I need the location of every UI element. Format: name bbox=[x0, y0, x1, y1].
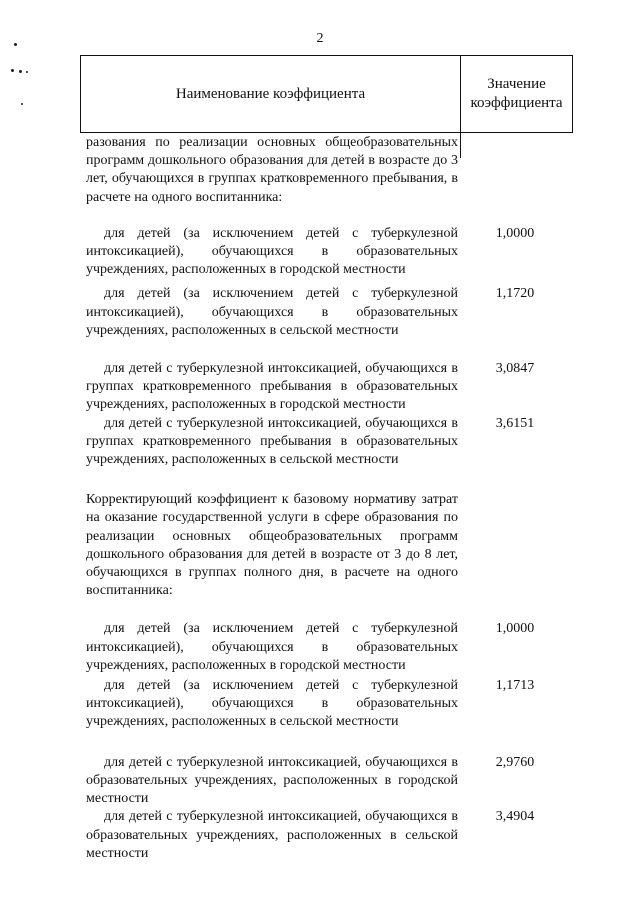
table-row bbox=[86, 754, 564, 809]
row-value: 1,1713 bbox=[495, 678, 535, 694]
table-row bbox=[86, 808, 564, 863]
row-text: для детей с туберкулезной интоксикацией, обучающихся в образовательных учреждениях, расположенных в сельской местности bbox=[86, 809, 458, 861]
table-header bbox=[80, 55, 573, 133]
row-value: 3,4904 bbox=[495, 809, 535, 825]
row-text: для детей (за исключением детей с туберкулезной интоксикацией), обучающихся в образовательных учреждениях, расположенных в сельской местности bbox=[86, 678, 458, 730]
table-row bbox=[86, 360, 564, 415]
row-text: для детей (за исключением детей с туберкулезной интоксикацией), обучающихся в образовательных учреждениях, расположенных в городской местности bbox=[86, 225, 458, 278]
table-row bbox=[86, 677, 564, 732]
row-text: для детей с туберкулезной интоксикацией, обучающихся в образовательных учреждениях, расположенных в городской местности bbox=[86, 754, 458, 807]
table-row bbox=[86, 285, 564, 340]
block-intro: Корректирующий коэффициент к базовому нормативу затрат на оказание государственной услуги в сфере образования по реализации основных общеобразовательных программ дошкольного образования для детей в возрасте от 3 до 8 лет, обучающихся в группах полного дня, в расчете на одного воспитанника: bbox=[86, 492, 458, 599]
row-value: 1,1720 bbox=[495, 286, 535, 302]
row-text: для детей с туберкулезной интоксикацией, обучающихся в группах кратковременного пребывания в образовательных учреждениях, расположенных в сельской местности bbox=[86, 415, 458, 468]
row-value: 1,0000 bbox=[495, 621, 535, 637]
scan-mark bbox=[11, 69, 14, 72]
header-name-cell: Наименование коэффициента bbox=[81, 56, 461, 132]
row-text: для детей с туберкулезной интоксикацией, обучающихся в группах кратковременного пребывания в образовательных учреждениях, расположенных в городской местности bbox=[86, 361, 458, 413]
scan-mark bbox=[19, 70, 22, 73]
header-value-line1: Значение bbox=[487, 76, 546, 92]
table-row bbox=[86, 620, 564, 675]
row-value: 3,0847 bbox=[495, 361, 535, 377]
row-text: для детей (за исключением детей с туберкулезной интоксикацией), обучающихся в образовательных учреждениях, расположенных в городской местности bbox=[86, 621, 458, 673]
table-body bbox=[86, 134, 564, 863]
header-value-cell bbox=[461, 56, 572, 132]
page-number: 2 bbox=[316, 31, 324, 46]
scan-mark bbox=[26, 71, 28, 73]
row-value: 1,0000 bbox=[495, 225, 535, 241]
row-text: для детей (за исключением детей с туберкулезной интоксикацией), обучающихся в образовательных учреждениях, расположенных в сельской местности bbox=[86, 286, 458, 338]
table-row bbox=[86, 415, 564, 470]
row-value: 2,9760 bbox=[495, 754, 535, 770]
header-value-line2: коэффициента bbox=[470, 95, 563, 111]
block-intro: разования по реализации основных общеобразовательных программ дошкольного образования для детей в возрасте до 3 лет, обучающихся в группах кратковременного пребывания, в расчете на одного воспитанника: bbox=[86, 135, 458, 205]
scan-mark bbox=[21, 103, 23, 105]
row-value: 3,6151 bbox=[495, 415, 535, 431]
table-row bbox=[86, 225, 564, 280]
